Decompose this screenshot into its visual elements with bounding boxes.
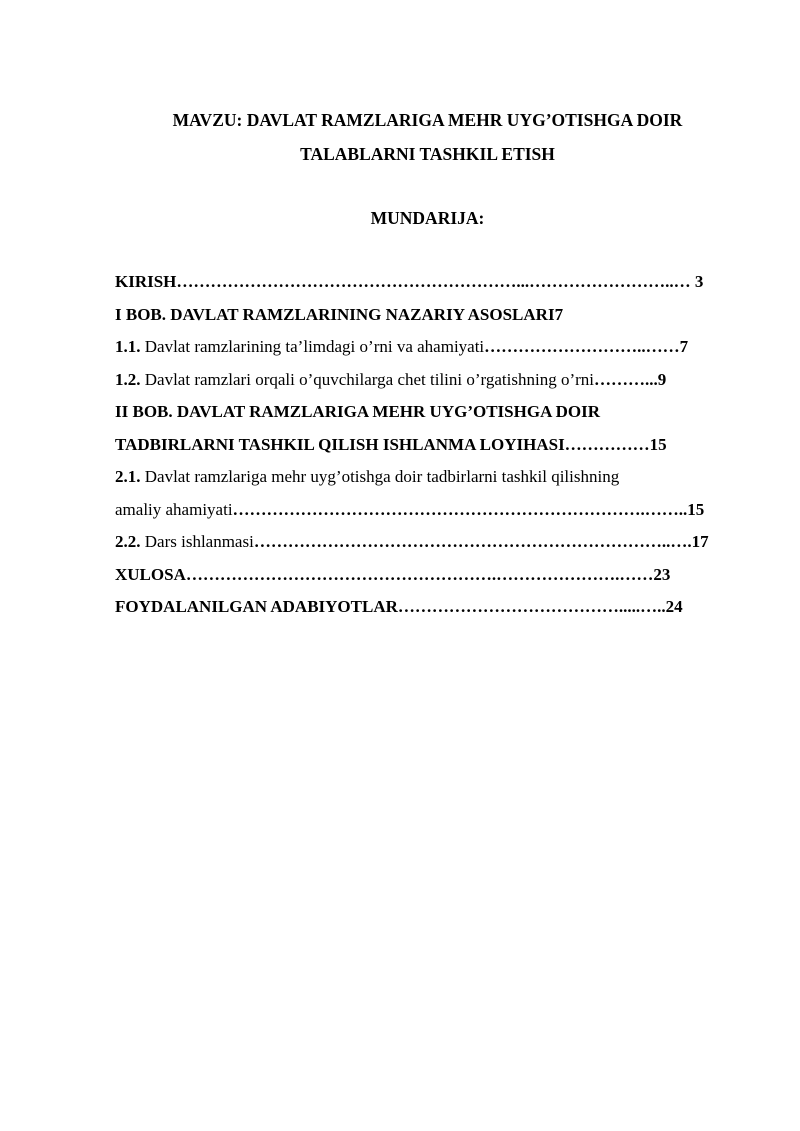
dot-leader-page: ………...9 (594, 369, 667, 389)
document-title-line-1: MAVZU: DAVLAT RAMZLARIGA MEHR UYG’OTISHGA DOIR (172, 110, 683, 130)
document-title-line-2: TALABLARNI TASHKIL ETISH (300, 144, 555, 164)
toc-entry-section-1-1 (115, 331, 728, 364)
toc-entry-section-2-2 (115, 526, 728, 559)
toc-entry-chapter-2-line-2: TADBIRLARNI TASHKIL QILISH ISHLANMA LOYIHASI……………15 (115, 434, 667, 454)
section-number: 2.2. (115, 532, 141, 551)
table-of-contents (115, 266, 728, 624)
section-title: Davlat ramzlarining ta’limdagi o’rni va ahamiyati (140, 337, 485, 356)
section-title-continued: amaliy ahamiyati (115, 499, 233, 519)
dot-leader-page: ………………………..……7 (484, 337, 689, 356)
section-title: Davlat ramzlari orqali o’quvchilarga chet tilini o’rgatishning o’rni (140, 369, 595, 389)
toc-entry-section-2-1-line-2 (115, 494, 728, 527)
toc-entry-section-2-1-line-1 (115, 461, 728, 494)
contents-heading: MUNDARIJA: (370, 208, 485, 228)
section-title: Davlat ramzlariga mehr uyg’otishga doir tadbirlarni tashkil qilishning (140, 467, 620, 486)
toc-entry-foydalanilgan-adabiyotlar: FOYDALANILGAN ADABIYOTLAR………………………………….....…..24 (115, 597, 683, 616)
toc-entry-xulosa: XULOSA……………………………………………….………………….……23 (115, 564, 671, 584)
section-number: 1.2. (115, 369, 141, 389)
section-number: 1.1. (115, 337, 141, 356)
toc-entry-chapter-1: I BOB. DAVLAT RAMZLARINING NAZARIY ASOSLARI7 (115, 304, 564, 324)
dot-leader-page: ………………………………………………………………..….17 (253, 532, 709, 551)
toc-entry-section-1-2 (115, 364, 728, 397)
dot-leader-page: ……………………………………………………………….……..15 (232, 499, 705, 519)
toc-entry-kirish: KIRISH……………………………………………………...……………………..… 3 (115, 272, 704, 291)
section-title: Dars ishlanmasi (140, 532, 254, 551)
toc-entry-chapter-2-line-1: II BOB. DAVLAT RAMZLARIGA MEHR UYG’OTISHGA DOIR (115, 402, 601, 421)
section-number: 2.1. (115, 467, 141, 486)
